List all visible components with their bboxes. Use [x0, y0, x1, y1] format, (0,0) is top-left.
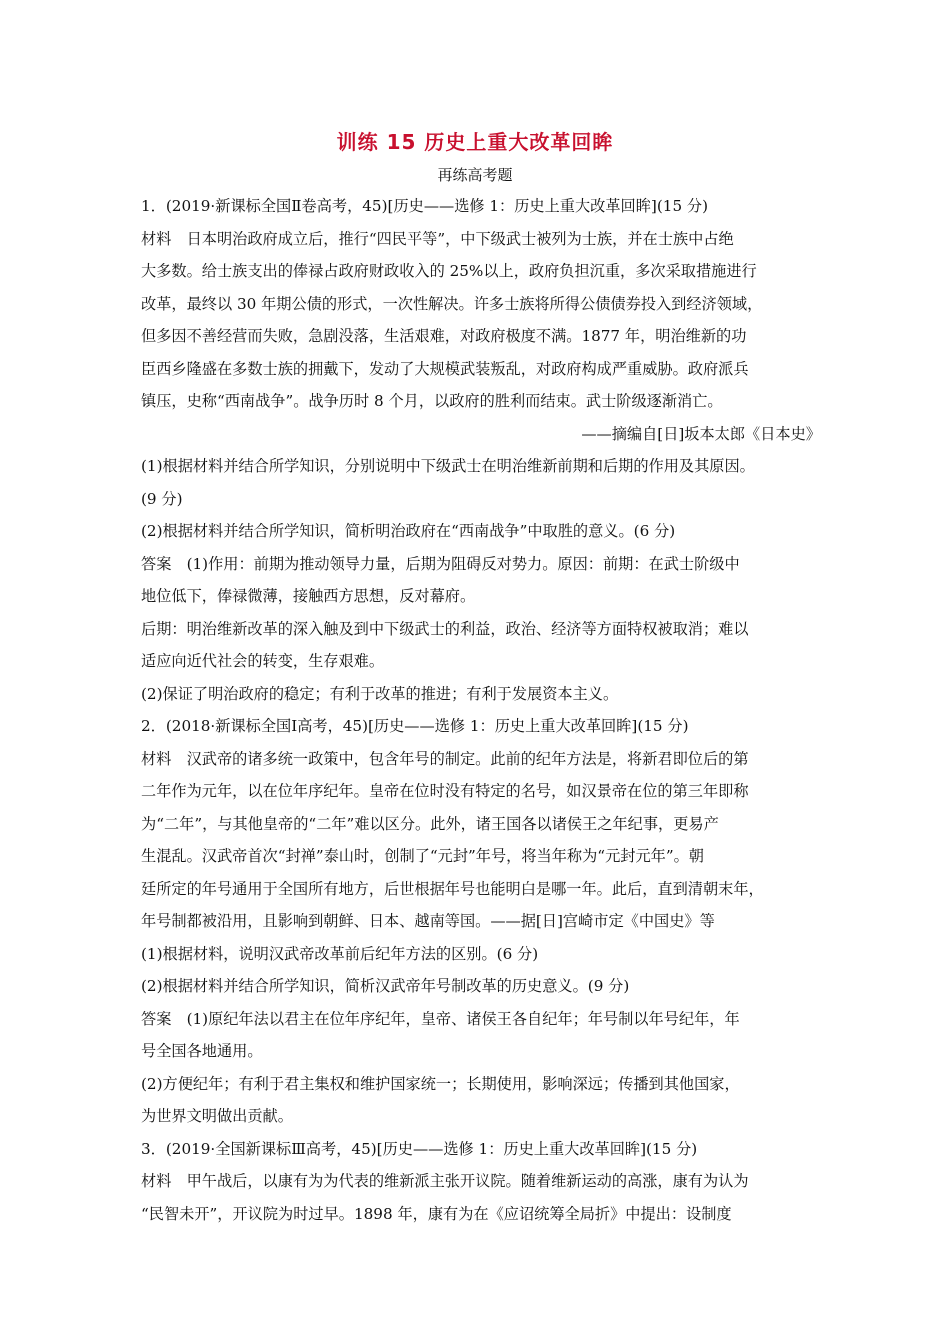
q2-heading: 2．(2018·新课标全国Ⅰ高考，45)[历史——选修 1：历史上重大改革回眸](15 分)	[141, 717, 689, 735]
q2-answer-line: 答案 (1)原纪年法以君主在位年序纪年，皇帝、诸侯王各自纪年；年号制以年号纪年，年	[141, 1009, 740, 1028]
q2-subquestion-1: (1)根据材料，说明汉武帝改革前后纪年方法的区别。(6 分)	[141, 944, 539, 963]
q2-subquestion-2: (2)根据材料并结合所学知识，简析汉武帝年号制改革的历史意义。(9 分)	[141, 977, 630, 995]
section-subtitle: 再练高考题	[437, 166, 513, 184]
q3-material-line: 材料 甲午战后，以康有为为代表的维新派主张开议院。随着维新运动的高涨，康有为认为	[141, 1172, 749, 1190]
document-body	[141, 190, 821, 1230]
q2-material-line: 廷所定的年号通用于全国所有地方，后世根据年号也能明白是哪一年。此后，直到清朝末年，	[141, 879, 764, 898]
q2-material-line: 生混乱。汉武帝首次“封禅”泰山时，创制了“元封”年号，将当年称为“元封元年”。朝	[141, 847, 704, 865]
q1-material-line: 大多数。给士族支出的俸禄占政府财政收入的 25%以上，政府负担沉重，多次采取措施进行	[141, 262, 757, 280]
q2-material-line: 二年作为元年，以在位年序纪年。皇帝在位时没有特定的名号，如汉景帝在位的第三年即称	[141, 782, 749, 800]
q1-answer-line: 后期：明治维新改革的深入触及到中下级武士的利益，政治、经济等方面特权被取消；难以	[141, 619, 749, 638]
q2-material-line: 年号制都被沿用，且影响到朝鲜、日本、越南等国。——据[日]宫崎市定《中国史》等	[141, 912, 715, 930]
q1-answer-line: (2)保证了明治政府的稳定；有利于改革的推进；有利于发展资本主义。	[141, 684, 619, 703]
q2-answer-line: 为世界文明做出贡献。	[141, 1107, 293, 1125]
q1-subquestion-1: (1)根据材料并结合所学知识，分别说明中下级武士在明治维新前期和后期的作用及其原因。	[141, 457, 755, 475]
q1-heading: 1．(2019·新课标全国Ⅱ卷高考，45)[历史——选修 1：历史上重大改革回眸](15 分)	[141, 197, 709, 215]
q3-material-line: “民智未开”，开议院为时过早。1898 年，康有为在《应诏统筹全局折》中提出：设制度	[141, 1204, 732, 1223]
q1-answer-line: 答案 (1)作用：前期为推动领导力量，后期为阻碍反对势力。原因：前期：在武士阶级中	[141, 554, 740, 573]
q2-material-line: 为“二年”，与其他皇帝的“二年”难以区分。此外，诸王国各以诸侯王之年纪事，更易产	[141, 814, 719, 833]
q1-answer-line: 适应向近代社会的转变，生存艰难。	[141, 652, 384, 670]
q2-answer-line: (2)方便纪年；有利于君主集权和维护国家统一；长期使用，影响深远；传播到其他国家，	[141, 1074, 740, 1093]
q1-material-line: 材料 日本明治政府成立后，推行“四民平等”，中下级武士被列为士族，并在士族中占绝	[141, 229, 734, 248]
q1-material-line: 改革，最终以 30 年期公债的形式，一次性解决。许多士族将所得公债债券投入到经济领域，	[141, 294, 763, 313]
page-title: 训练 15 历史上重大改革回眸	[336, 130, 614, 154]
q1-subquestion-2: (2)根据材料并结合所学知识，简析明治政府在“西南战争”中取胜的意义。(6 分)	[141, 522, 676, 540]
q1-subquestion-1-points: (9 分)	[141, 489, 183, 508]
q1-answer-line: 地位低下，俸禄微薄，接触西方思想，反对幕府。	[141, 587, 476, 605]
q1-material-line: 但多因不善经营而失败，急剧没落，生活艰难，对政府极度不满。1877 年，明治维新的功	[141, 327, 747, 345]
q3-heading: 3．(2019·全国新课标Ⅲ高考，45)[历史——选修 1：历史上重大改革回眸](15 分)	[141, 1139, 698, 1158]
q1-material-line: 镇压，史称“西南战争”。战争历时 8 个月，以政府的胜利而结束。武士阶级逐渐消亡。	[141, 392, 723, 410]
q1-source-citation: ——摘编自[日]坂本太郎《日本史》	[581, 424, 821, 443]
q1-material-line: 臣西乡隆盛在多数士族的拥戴下，发动了大规模武装叛乱，对政府构成严重威胁。政府派兵	[141, 359, 749, 378]
q2-material-line: 材料 汉武帝的诸多统一政策中，包含年号的制定。此前的纪年方法是，将新君即位后的第	[141, 749, 749, 768]
q2-answer-line: 号全国各地通用。	[141, 1042, 263, 1060]
